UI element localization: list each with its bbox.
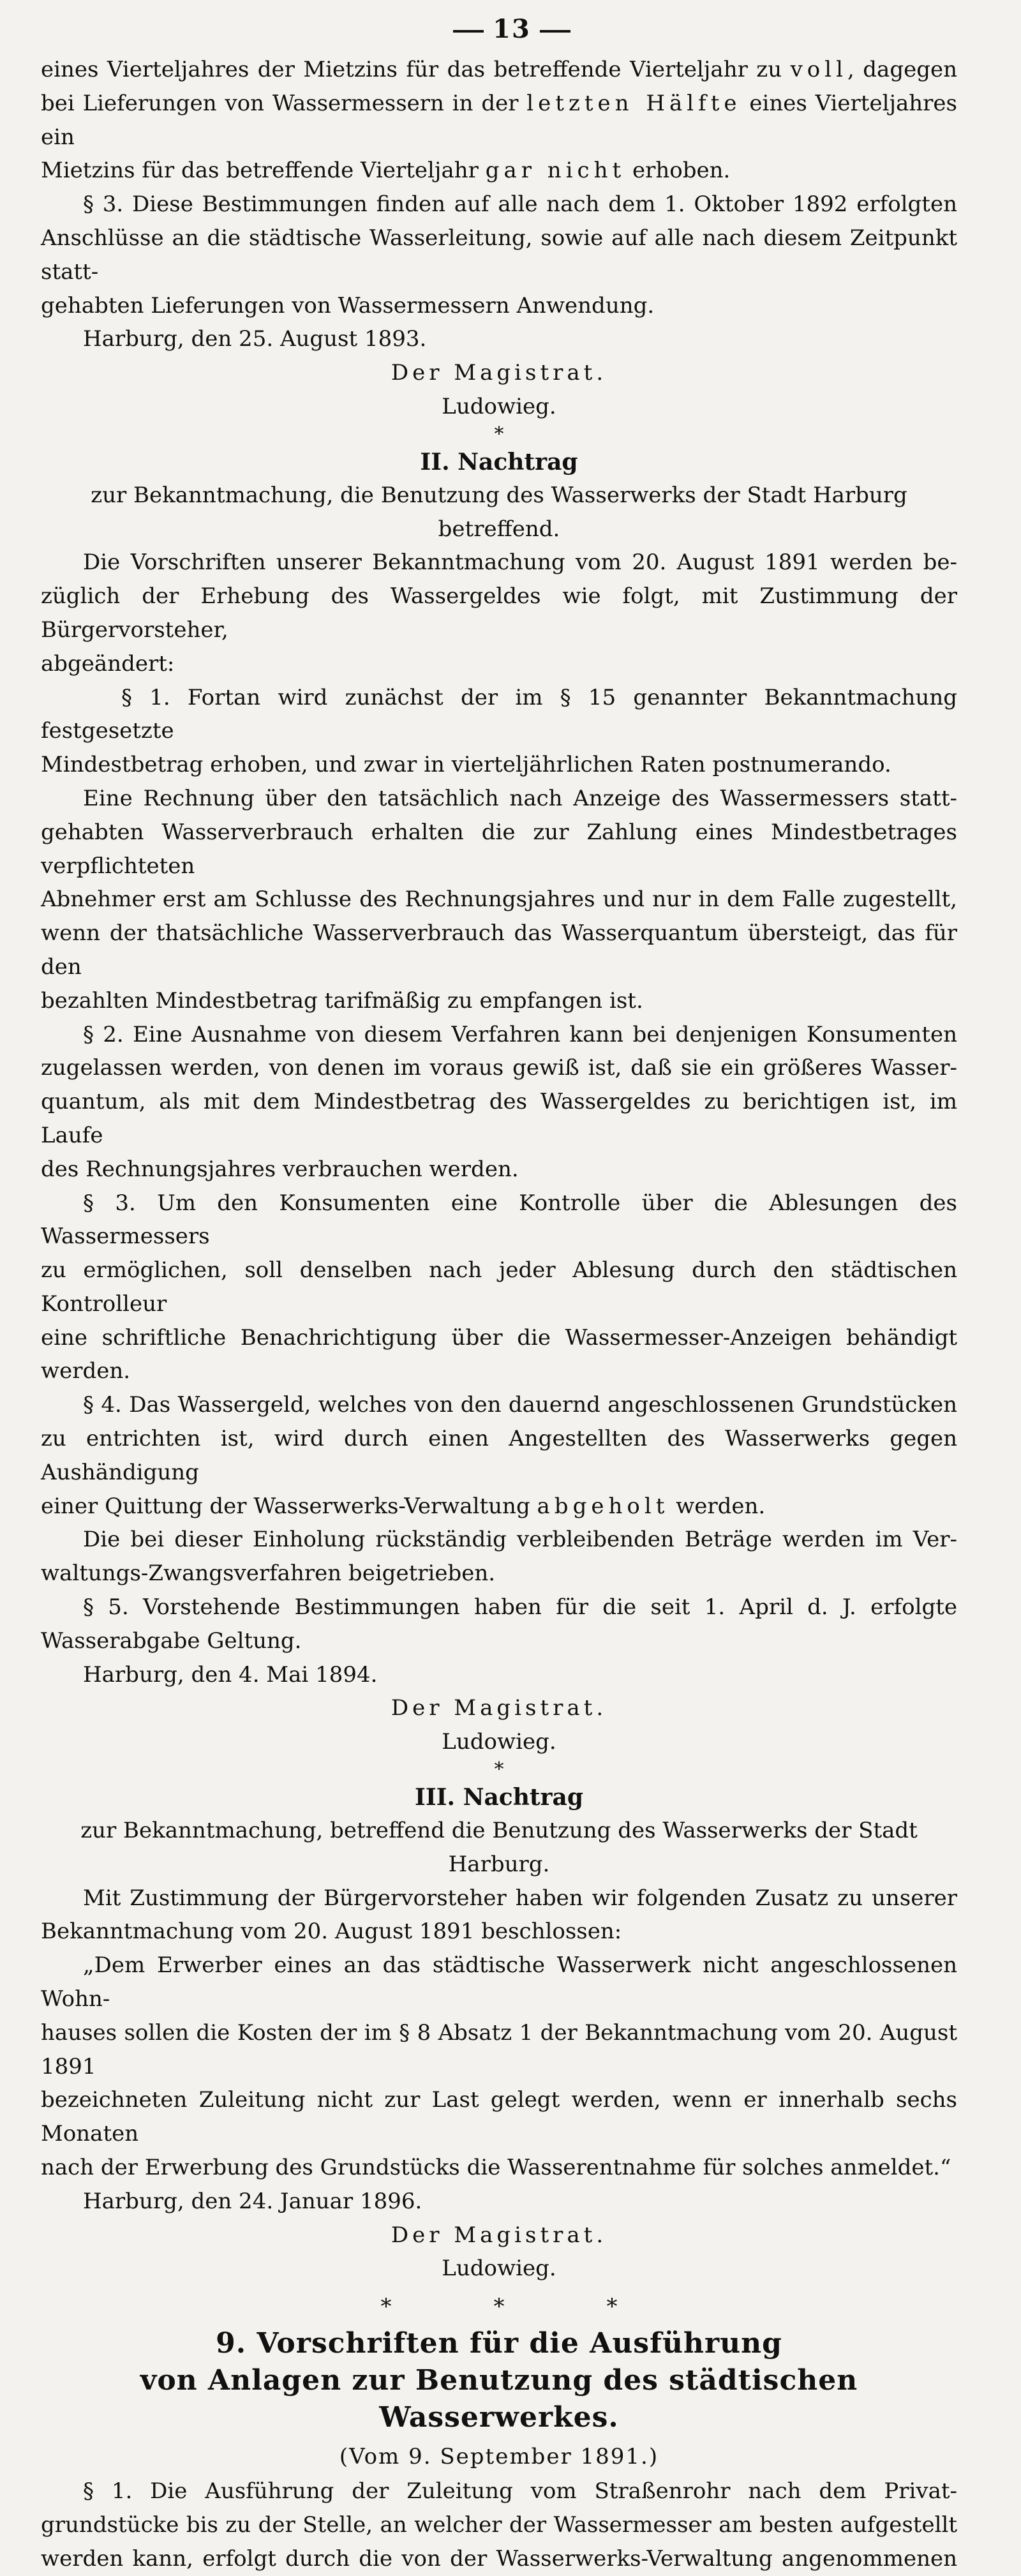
page-number-value: 13 (493, 14, 531, 44)
text-line: § 4. Das Wassergeld, welches von den dauernd angeschlossenen Grundstücken (83, 1392, 957, 1418)
continuation-block (41, 53, 957, 424)
separator-star: * (494, 1758, 504, 1781)
text-line: eines Vierteljahres der Mietzins für das betreffende Vierteljahr zu voll, dagegen (41, 57, 957, 82)
text-line: Abnehmer erst am Schlusse des Rechnungsjahres und nur in dem Falle zugestellt, (41, 887, 957, 913)
text-line: werden kann, erfolgt durch die von der Wasserwerks-Verwaltung angenommenen (41, 2545, 957, 2572)
signature-org: Der Magistrat. (391, 2222, 607, 2248)
nachtrag-subtitle: zur Bekanntmachung, betreffend die Benutzung des Wasserwerks der Stadt Harburg. (80, 1818, 918, 1877)
text-line: Die Vorschriften unserer Bekanntmachung vom 20. August 1891 werden be- (83, 550, 957, 576)
signature-org: Der Magistrat. (391, 360, 607, 386)
quote-line: bezeichneten Zuleitung nicht zur Last gelegt werden, wenn er innerhalb sechs Monaten (41, 2087, 957, 2147)
text-line: Anschlüsse an die städtische Wasserleitung, sowie auf alle nach diesem Zeitpunkt statt- (41, 225, 957, 285)
separator-star: * (380, 2294, 392, 2320)
text-line: Mindestbetrag erhoben, und zwar in vierteljährlichen Raten postnumerando. (41, 752, 891, 778)
separator-star: * (494, 423, 504, 446)
text-line: zu ermöglichen, soll denselben nach jeder Ablesung durch den städtischen Kontrolleur (41, 1257, 957, 1317)
nachtrag-heading: II. Nachtrag (420, 448, 578, 476)
separator-stars (41, 2292, 957, 2321)
text-line: § 5. Vorstehende Bestimmungen haben für die seit 1. April d. J. erfolgte (83, 1594, 957, 1621)
section-title: von Anlagen zur Benutzung des städtischen Wasserwerkes. (140, 2364, 858, 2434)
text-line: Mietzins für das betreffende Vierteljahr gar nicht erhoben. (41, 158, 731, 184)
text-line: quantum, als mit dem Mindestbetrag des Wassergeldes zu berichtigen ist, im Laufe (41, 1089, 957, 1148)
text-line: bezahlten Mindestbetrag tarifmäßig zu empfangen ist. (41, 987, 643, 1014)
signature-name: Ludowieg. (442, 393, 556, 419)
text-line: § 3. Um den Konsumenten eine Kontrolle über die Ablesungen des Wassermessers (41, 1190, 957, 1250)
section-title: 9. Vorschriften für die Ausführung (216, 2327, 782, 2360)
section-9 (41, 2321, 957, 2575)
text-line: Wasserabgabe Geltung. (41, 1628, 302, 1654)
text-line: zu entrichten ist, wird durch einen Angestellten des Wasserwerks gegen Aushändigung (41, 1426, 957, 1485)
text-line: züglich der Erhebung des Wassergeldes wie folgt, mit Zustimmung der Bürgervorsteher, (41, 583, 957, 643)
text-line: Eine Rechnung über den tatsächlich nach Anzeige des Wassermessers statt- (83, 785, 957, 811)
text-line: waltungs-Zwangsverfahren beigetrieben. (41, 1561, 496, 1587)
text-line: eine schriftliche Benachrichtigung über die Wassermesser-Anzeigen behändigt werden. (41, 1324, 957, 1384)
page-number-dash-right (540, 30, 570, 33)
text-line: Die bei dieser Einholung rückständig verbleibenden Beträge werden im Ver- (83, 1527, 957, 1553)
text-line: des Rechnungsjahres verbrauchen werden. (41, 1156, 519, 1182)
text-line: bei Lieferungen von Wassermessern in der letzten Hälfte eines Vierteljahres ein (41, 90, 957, 150)
text-line: § 1. Die Ausführung der Zuleitung vom Straßenrohr nach dem Privat- (83, 2478, 957, 2505)
text-line: abgeändert: (41, 650, 175, 677)
signature-name: Ludowieg. (442, 1729, 556, 1755)
quote-line: „Dem Erwerber eines an das städtische Wasserwerk nicht angeschlossenen Wohn- (41, 1952, 957, 2012)
text-line: gehabten Wasserverbrauch erhalten die zur Zahlung eines Mindestbetrages verpflichteten (41, 819, 957, 879)
page-number (41, 14, 957, 44)
nachtrag-2 (41, 424, 957, 1759)
text-line: Mit Zustimmung der Bürgervorsteher haben wir folgenden Zusatz zu unserer (83, 1885, 957, 1911)
page-number-dash-left (453, 30, 484, 33)
quote-line: hauses sollen die Kosten der im § 8 Absatz 1 der Bekanntmachung vom 20. August 1891 (41, 2019, 957, 2079)
section-date: (Vom 9. September 1891.) (339, 2444, 659, 2470)
quote-line: nach der Erwerbung des Grundstücks die Wasserentnahme für solches anmeldet.“ (41, 2155, 951, 2181)
signature-name: Ludowieg. (442, 2256, 556, 2282)
date-line: Harburg, den 25. August 1893. (83, 326, 427, 352)
text-line: zugelassen werden, von denen im voraus gewiß ist, daß sie ein größeres Wasser- (41, 1055, 957, 1081)
date-line: Harburg, den 4. Mai 1894. (83, 1661, 378, 1688)
text-line: wenn der thatsächliche Wasserverbrauch das Wasserquantum übersteigt, das für den (41, 920, 957, 980)
nachtrag-heading: III. Nachtrag (414, 1784, 583, 1811)
nachtrag-subtitle: zur Bekanntmachung, die Benutzung des Wasserwerks der Stadt Harburg betreffend. (91, 482, 907, 542)
text-line: § 2. Eine Ausnahme von diesem Verfahren kann bei denjenigen Konsumenten (83, 1021, 957, 1047)
signature-org: Der Magistrat. (391, 1695, 607, 1721)
separator-star: * (606, 2294, 618, 2320)
separator-star: * (493, 2294, 505, 2320)
text-line: Bekanntmachung vom 20. August 1891 beschlossen: (41, 1919, 622, 1945)
text-line: grundstücke bis zu der Stelle, an welcher der Wassermesser am besten aufgestellt (41, 2512, 957, 2538)
date-line: Harburg, den 24. Januar 1896. (83, 2188, 422, 2214)
text-line: § 1. Fortan wird zunächst der im § 15 genannter Bekanntmachung festgesetzte (41, 684, 957, 744)
nachtrag-3 (41, 1759, 957, 2321)
text-line: gehabten Lieferungen von Wassermessern Anwendung. (41, 292, 655, 318)
text-line: § 3. Diese Bestimmungen finden auf alle nach dem 1. Oktober 1892 erfolgten (83, 191, 957, 218)
text-line: einer Quittung der Wasserwerks-Verwaltung abgeholt werden. (41, 1493, 766, 1519)
